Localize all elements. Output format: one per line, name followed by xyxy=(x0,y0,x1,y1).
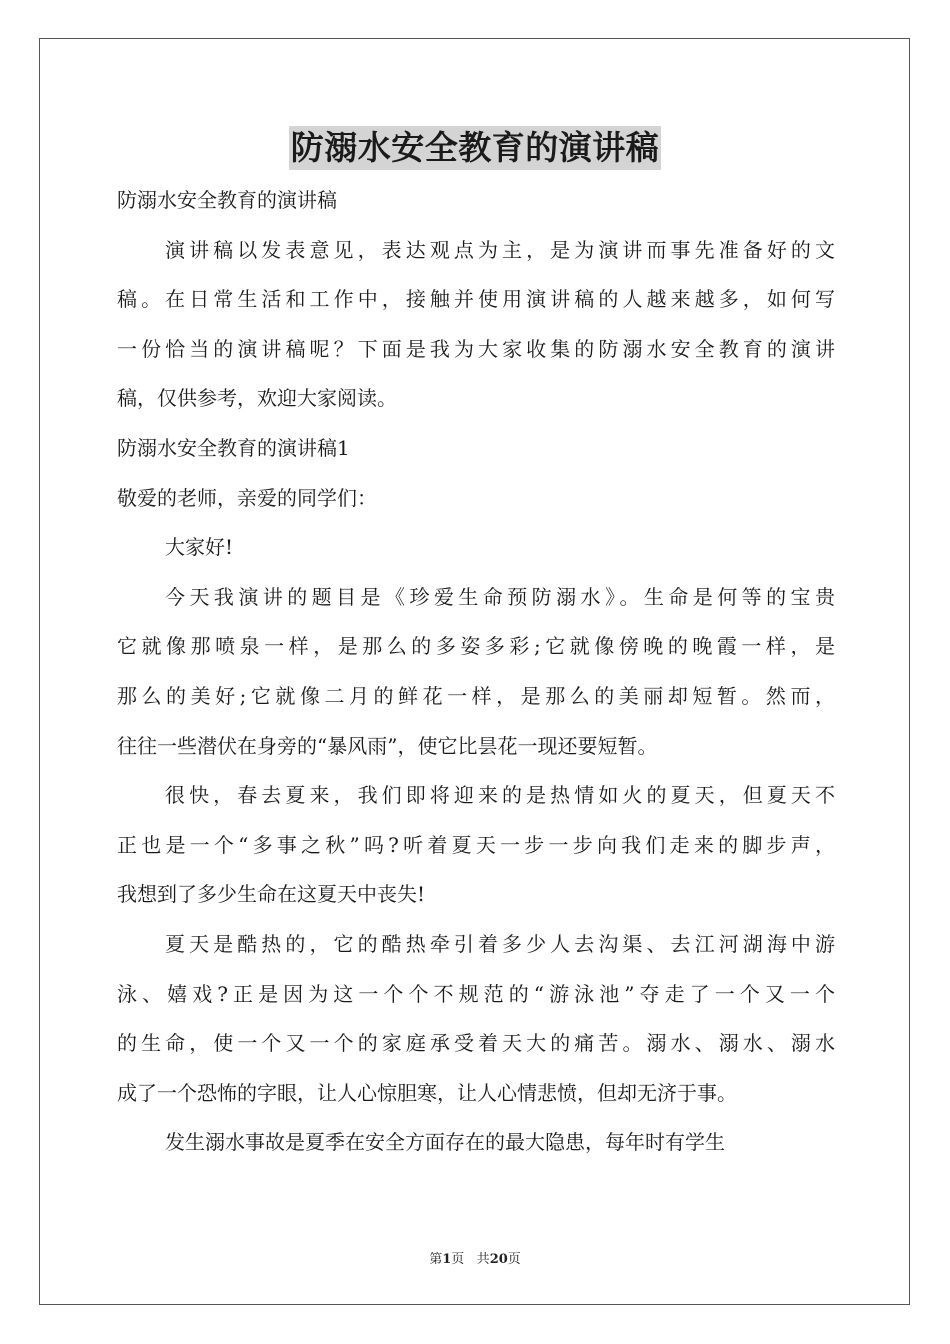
text-line: 我想到了多少生命在这夏天中丧失! xyxy=(117,882,426,907)
page-suffix: 页 xyxy=(451,1252,465,1267)
paragraph xyxy=(117,226,835,424)
page-footer xyxy=(0,1248,950,1267)
document-body xyxy=(117,176,835,1168)
paragraph xyxy=(117,573,835,771)
page-prefix: 第 xyxy=(429,1252,443,1267)
paragraph xyxy=(117,424,835,474)
paragraph xyxy=(117,1118,835,1168)
text-line: 敬爱的老师，亲爱的同学们： xyxy=(117,485,377,510)
paragraph xyxy=(117,176,835,226)
text-line: 大家好! xyxy=(165,535,234,560)
text-line: 往往一些潜伏在身旁的“暴风雨”，使它比昙花一现还要短暂。 xyxy=(117,733,658,758)
text-line: 今天我演讲的题目是《珍爱生命预防溺水》。生命是何等的宝贵 xyxy=(165,584,835,609)
text-line: 很快，春去夏来，我们即将迎来的是热情如火的夏天，但夏天不 xyxy=(165,783,835,808)
text-line: 稿，仅供参考，欢迎大家阅读。 xyxy=(117,386,397,411)
document-title: 防溺水安全教育的演讲稿 xyxy=(289,126,662,170)
text-line: 成了一个恐怖的字眼，让人心惊胆寒，让人心情悲愤，但却无济于事。 xyxy=(117,1080,737,1105)
text-line: 稿。在日常生活和工作中，接触并使用演讲稿的人越来越多，如何写 xyxy=(117,287,835,312)
text-line: 泳、嬉戏?正是因为这一个个不规范的“游泳池”夺走了一个又一个 xyxy=(117,981,835,1006)
text-line: 演讲稿以发表意见，表达观点为主，是为演讲而事先准备好的文 xyxy=(165,237,835,262)
text-line: 夏天是酷热的，它的酷热牵引着多少人去沟渠、去江河湖海中游 xyxy=(165,931,835,956)
text-line: 的生命，使一个又一个的家庭承受着天大的痛苦。溺水、溺水、溺水 xyxy=(117,1031,835,1056)
text-line: 那么的美好;它就像二月的鲜花一样，是那么的美丽却短暂。然而， xyxy=(117,683,835,708)
text-line: 它就像那喷泉一样，是那么的多姿多彩;它就像傍晚的晚霞一样，是 xyxy=(117,634,835,659)
text-line: 正也是一个“多事之秋”吗?听着夏天一步一步向我们走来的脚步声， xyxy=(117,832,835,857)
paragraph xyxy=(117,474,835,524)
page-current: 1 xyxy=(442,1252,452,1267)
total-suffix: 页 xyxy=(507,1252,521,1267)
text-line: 发生溺水事故是夏季在安全方面存在的最大隐患，每年时有学生 xyxy=(165,1130,725,1155)
text-line: 一份恰当的演讲稿呢？下面是我为大家收集的防溺水安全教育的演讲 xyxy=(117,336,835,361)
paragraph xyxy=(117,523,835,573)
page-total: 20 xyxy=(489,1252,508,1267)
paragraph xyxy=(117,771,835,920)
text-line: 防溺水安全教育的演讲稿1 xyxy=(117,435,350,460)
text-line: 防溺水安全教育的演讲稿 xyxy=(117,188,337,212)
paragraph xyxy=(117,920,835,1118)
title-container xyxy=(0,126,950,170)
total-prefix: 共 xyxy=(476,1252,490,1267)
